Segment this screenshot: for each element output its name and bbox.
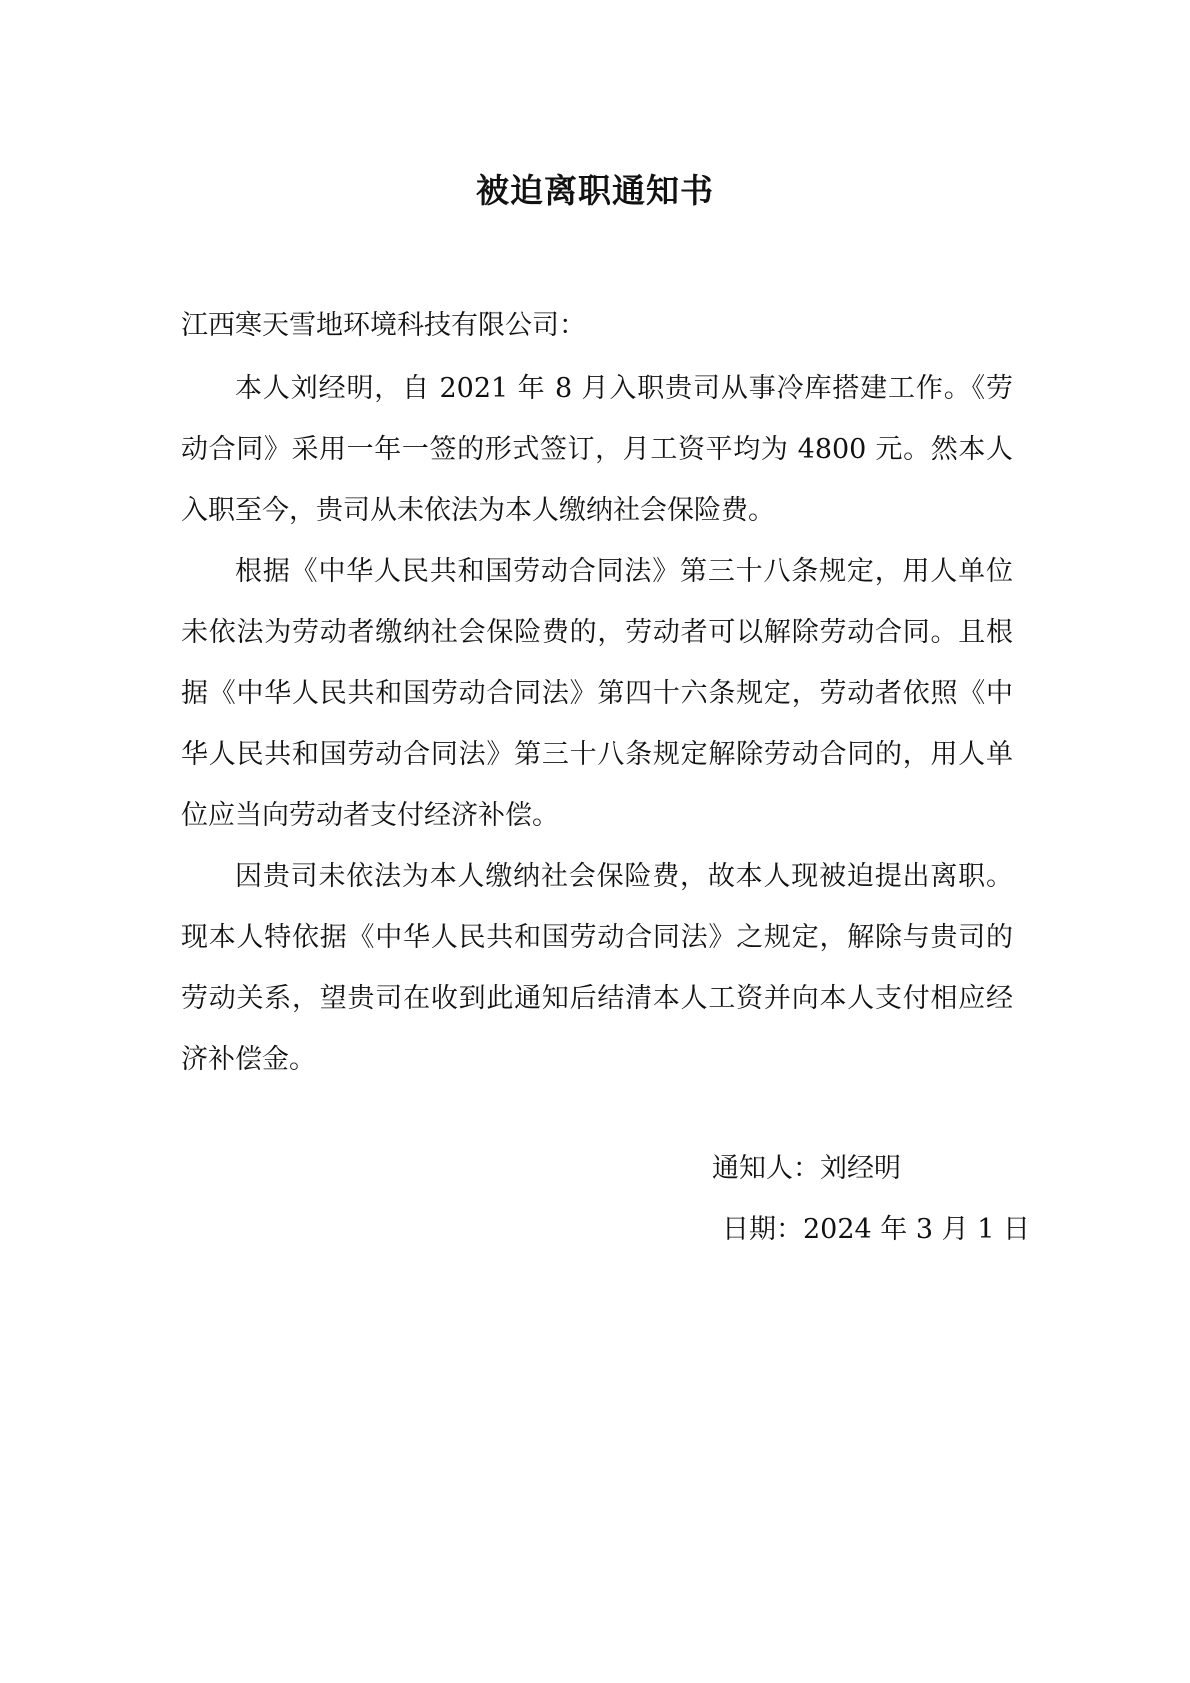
paragraph-employment: 本人刘经明，自 2021 年 8 月入职贵司从事冷库搭建工作。《劳动合同》采用一年一签的形式签订，月工资平均为 4800 元。然本人入职至今，贵司从未依法为本人缴纳社会保险费。	[181, 373, 1013, 526]
paragraph-resignation: 因贵司未依法为本人缴纳社会保险费，故本人现被迫提出离职。现本人特依据《中华人民共和国劳动合同法》之规定，解除与贵司的劳动关系，望贵司在收到此通知后结清本人工资并向本人支付相应经济补偿金。	[181, 861, 1013, 1075]
document-body	[181, 295, 1013, 1090]
paragraph-legal-basis: 根据《中华人民共和国劳动合同法》第三十八条规定，用人单位未依法为劳动者缴纳社会保险费的，劳动者可以解除劳动合同。且根据《中华人民共和国劳动合同法》第四十六条规定，劳动者依照《中华人民共和国劳动合同法》第三十八条规定解除劳动合同的，用人单位应当向劳动者支付经济补偿。	[181, 556, 1013, 831]
document-title: 被迫离职通知书	[476, 171, 714, 210]
salutation: 江西寒天雪地环境科技有限公司：	[181, 310, 586, 341]
notifier-signature: 通知人：刘经明	[712, 1153, 901, 1184]
notice-date: 日期：2024 年 3 月 1 日	[722, 1214, 1030, 1245]
